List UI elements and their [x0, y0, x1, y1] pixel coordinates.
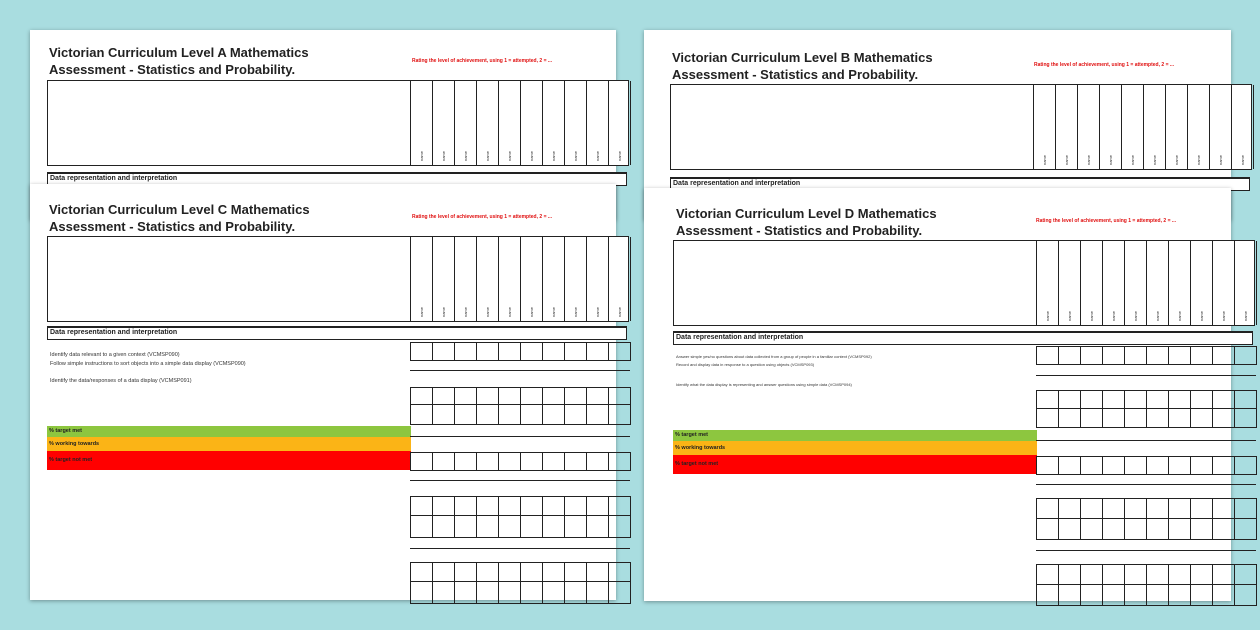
- sheet-c-band-target-not-met: % target not met: [47, 451, 411, 470]
- sheet-level-d: [644, 188, 1248, 601]
- student-column: name: [565, 237, 587, 321]
- student-column: name: [1037, 241, 1059, 325]
- student-column: name: [1191, 241, 1213, 325]
- student-column: name: [1122, 85, 1144, 169]
- student-column: name: [609, 81, 631, 165]
- sheet-d-score-row: [1036, 346, 1257, 365]
- sheet-d-descriptor: Record and display data in response to a question using objects (VCMSP093): [676, 362, 815, 367]
- student-column: name: [1103, 241, 1125, 325]
- sheet-c-score-row: [410, 562, 631, 604]
- student-column: name: [1078, 85, 1100, 169]
- sheet-c-score-row: [410, 452, 631, 471]
- sheet-d-descriptor: Identify what the data display is representing and answer questions using simple data (VCMSP094): [676, 382, 852, 387]
- sheet-c-descriptor: Identify data relevant to a given context (VCMSP090): [50, 352, 180, 358]
- student-column: name: [499, 237, 521, 321]
- student-column: name: [411, 237, 433, 321]
- student-column: name: [477, 81, 499, 165]
- student-column: name: [1232, 85, 1254, 169]
- sheet-d-descriptor: Answer simple yes/no questions about data collected from a group of people in a familiar context (VCMSP092): [676, 354, 872, 359]
- student-column: name: [587, 237, 609, 321]
- sheet-c-band-target-met: % target met: [47, 426, 411, 437]
- student-column: name: [521, 237, 543, 321]
- student-column: name: [1125, 241, 1147, 325]
- student-column: name: [1188, 85, 1210, 169]
- sheet-d-band-target-not-met: % target not met: [673, 455, 1037, 474]
- sheet-d-band-working-towards: % working towards: [673, 441, 1037, 455]
- sheet-c-section-heading: Data representation and interpretation: [47, 326, 627, 340]
- student-column: name: [1100, 85, 1122, 169]
- student-column: name: [1144, 85, 1166, 169]
- student-column: name: [455, 81, 477, 165]
- student-column: name: [587, 81, 609, 165]
- sheet-c-descriptor: Identify the data/responses of a data display (VCMSP091): [50, 378, 192, 384]
- student-column: name: [411, 81, 433, 165]
- sheet-d-section-heading: Data representation and interpretation: [673, 331, 1253, 345]
- sheet-a-title: Victorian Curriculum Level A Mathematics Assessment - Statistics and Probability.: [49, 45, 309, 77]
- student-column: name: [1081, 241, 1103, 325]
- student-column: name: [1147, 241, 1169, 325]
- student-column: name: [609, 237, 631, 321]
- student-column: name: [477, 237, 499, 321]
- sheet-c-score-row: [410, 387, 631, 425]
- sheet-level-c: [30, 184, 622, 600]
- student-column: name: [1059, 241, 1081, 325]
- sheet-b-header-table: [670, 84, 1252, 170]
- student-column: name: [499, 81, 521, 165]
- sheet-c-student-columns: [410, 237, 631, 321]
- sheet-d-rating-note: Rating the level of achievement, using 1 = attempted, 2 = ...: [1036, 218, 1177, 224]
- student-column: name: [455, 237, 477, 321]
- sheet-c-rating-note: Rating the level of achievement, using 1 = attempted, 2 = ...: [412, 214, 553, 220]
- sheet-c-descriptor: Follow simple instructions to sort objects into a simple data display (VCMSP090): [50, 361, 246, 367]
- student-column: name: [543, 81, 565, 165]
- student-column: name: [1210, 85, 1232, 169]
- sheet-b-rating-note: Rating the level of achievement, using 1 = attempted, 2 = ...: [1034, 62, 1175, 68]
- sheet-d-header-table: [673, 240, 1255, 326]
- student-column: name: [1166, 85, 1188, 169]
- student-column: name: [1213, 241, 1235, 325]
- student-column: name: [521, 81, 543, 165]
- sheet-b-title: Victorian Curriculum Level B Mathematics Assessment - Statistics and Probability.: [672, 50, 933, 82]
- sheet-b-student-columns: [1033, 85, 1254, 169]
- sheet-d-student-columns: [1036, 241, 1257, 325]
- sheet-a-student-columns: [410, 81, 631, 165]
- sheet-d-score-row: [1036, 498, 1257, 540]
- student-column: name: [543, 237, 565, 321]
- sheet-c-header-table: [47, 236, 629, 322]
- student-column: name: [433, 81, 455, 165]
- student-column: name: [565, 81, 587, 165]
- sheet-c-score-row: [410, 496, 631, 538]
- sheet-d-score-row: [1036, 456, 1257, 475]
- sheet-a-section-heading: Data representation and interpretation: [47, 172, 627, 186]
- sheet-a-rating-note: Rating the level of achievement, using 1 = attempted, 2 = ...: [412, 58, 553, 64]
- student-column: name: [1169, 241, 1191, 325]
- sheet-c-score-row: [410, 342, 631, 361]
- student-column: name: [433, 237, 455, 321]
- sheet-d-score-row: [1036, 390, 1257, 428]
- sheet-d-band-target-met: % target met: [673, 430, 1037, 441]
- sheet-c-band-working-towards: % working towards: [47, 437, 411, 451]
- student-column: name: [1034, 85, 1056, 169]
- sheet-d-title: Victorian Curriculum Level D Mathematics Assessment - Statistics and Probability.: [676, 206, 937, 238]
- sheet-a-header-table: [47, 80, 629, 166]
- sheet-d-score-row: [1036, 564, 1257, 606]
- sheet-c-title: Victorian Curriculum Level C Mathematics Assessment - Statistics and Probability.: [49, 202, 310, 234]
- student-column: name: [1056, 85, 1078, 169]
- student-column: name: [1235, 241, 1257, 325]
- sheet-b-section-heading: Data representation and interpretation: [670, 177, 1250, 191]
